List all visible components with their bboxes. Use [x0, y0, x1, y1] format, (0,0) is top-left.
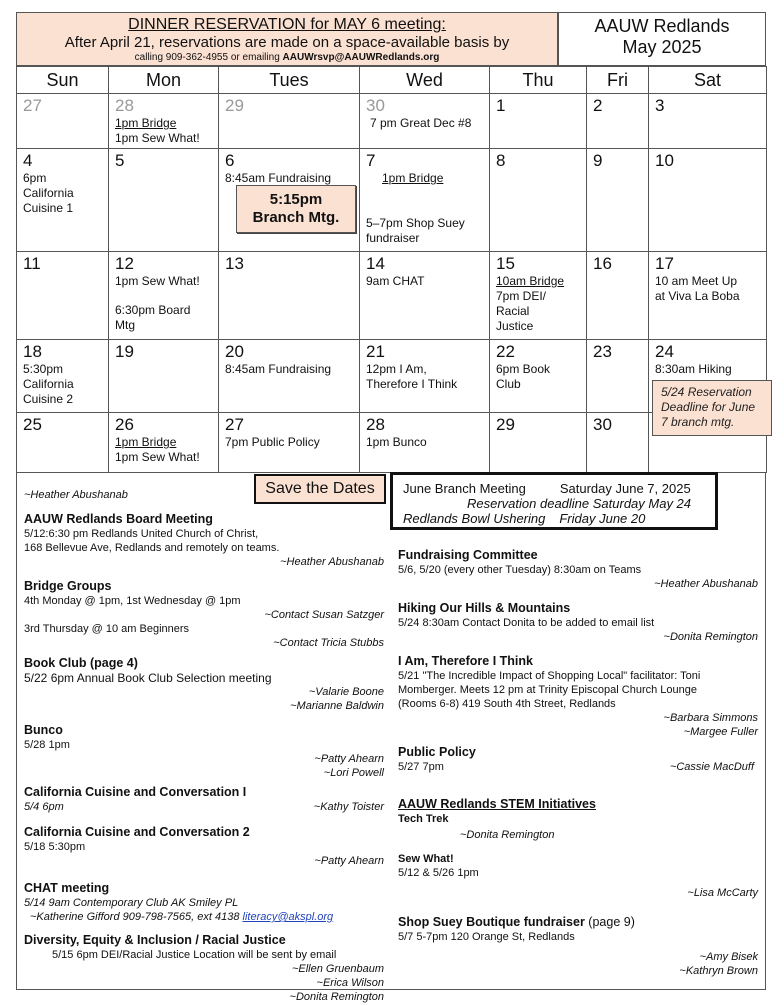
- iam-line1: 5/21 "The Incredible Impact of Shopping Local" facilitator: Toni: [398, 670, 701, 682]
- rsvp-email[interactable]: AAUWrsvp@AAUWRedlands.org: [282, 52, 440, 63]
- reservation-deadline-note: 5/24 Reservation Deadline for June 7 branch mtg.: [652, 380, 772, 436]
- event-line: 1pm Bridge: [115, 435, 177, 449]
- cc1-line1: 5/4 6pm: [24, 801, 64, 813]
- weekday-mon: Mon: [109, 67, 219, 94]
- day-cell[interactable]: [219, 94, 360, 149]
- day-cell[interactable]: [587, 340, 649, 413]
- day-cell[interactable]: [219, 340, 360, 413]
- bridge-credit2: ~Contact Tricia Stubbs: [273, 637, 384, 649]
- cc1-credit1: ~Kathy Toister: [313, 801, 384, 813]
- public-policy-row: [398, 760, 758, 774]
- june-line-1: [403, 481, 705, 496]
- event-line: California: [23, 186, 74, 200]
- dei-title: Diversity, Equity & Inclusion / Racial Justice: [24, 933, 286, 947]
- event-line: 7pm DEI/: [496, 289, 547, 303]
- bunco-line1: 5/28 1pm: [24, 739, 70, 751]
- left-events-column: [24, 488, 384, 1004]
- day-number: 25: [23, 415, 42, 434]
- fundraising-line1: 5/6, 5/20 (every other Tuesday) 8:30am on Teams: [398, 564, 642, 576]
- day-cell[interactable]: [587, 413, 649, 473]
- sew-what-credit1: ~Lisa McCarty: [687, 887, 758, 899]
- day-cell[interactable]: [587, 252, 649, 340]
- event-line: 1pm Bridge: [115, 116, 177, 130]
- day-number: 24: [655, 342, 674, 361]
- hiking-line1: 5/24 8:30am Contact Donita to be added to email list: [398, 617, 655, 629]
- event-line: 6pm Book: [496, 362, 551, 376]
- day-number: 4: [23, 151, 33, 170]
- day-number: 30: [366, 96, 385, 115]
- june-meeting-date: Saturday June 7, 2025: [559, 481, 691, 496]
- day-number: 15: [496, 254, 515, 273]
- day-number: 29: [225, 96, 244, 115]
- day-cell[interactable]: [490, 94, 587, 149]
- day-cell[interactable]: [587, 149, 649, 252]
- day-number: 7: [366, 151, 376, 170]
- day-cell[interactable]: [360, 252, 490, 340]
- day-number: 22: [496, 342, 515, 361]
- event-line: 6:30pm Board: [115, 303, 191, 317]
- book-club-line1: 5/22 6pm Annual Book Club Selection meeting: [24, 671, 272, 685]
- day-number: 6: [225, 151, 235, 170]
- shop-suey-credit1: ~Amy Bisek: [699, 951, 758, 963]
- day-number: 26: [115, 415, 134, 434]
- bridge-title: Bridge Groups: [24, 579, 112, 593]
- day-number: 21: [366, 342, 385, 361]
- day-cell[interactable]: [649, 94, 767, 149]
- day-number: 3: [655, 96, 665, 115]
- day-cell[interactable]: [109, 252, 219, 340]
- weekday-tues: Tues: [219, 67, 360, 94]
- event-line: Club: [496, 377, 521, 391]
- iam-title: I Am, Therefore I Think: [398, 654, 533, 668]
- hiking-credit1: ~Donita Remington: [663, 631, 758, 643]
- bunco-title: Bunco: [24, 723, 63, 737]
- day-number: 13: [225, 254, 244, 273]
- event-line: 1pm Sew What!: [115, 450, 200, 464]
- ushering-date: Friday June 20: [559, 511, 646, 526]
- day-cell[interactable]: [17, 413, 109, 473]
- right-events-column: [398, 540, 758, 978]
- day-cell[interactable]: [219, 252, 360, 340]
- week-row: [17, 252, 767, 340]
- event-line: 8:30am Hiking: [655, 362, 732, 376]
- week-row: [17, 149, 767, 252]
- fundraising-title: Fundraising Committee: [398, 548, 538, 562]
- public-policy-title: Public Policy: [398, 745, 476, 759]
- dei-line1: 5/15 6pm DEI/Racial Justice Location will be sent by email: [52, 949, 337, 961]
- org-header: [558, 12, 766, 66]
- public-policy-line1: 5/27 7pm: [398, 761, 444, 773]
- dei-credit1: ~Ellen Gruenbaum: [291, 963, 384, 975]
- day-number: 10: [655, 151, 674, 170]
- day-number: 19: [115, 342, 134, 361]
- bridge-credit1: ~Contact Susan Satzger: [264, 609, 384, 621]
- day-number: 16: [593, 254, 612, 273]
- dei-credit2: ~Erica Wilson: [316, 977, 384, 989]
- day-number: 30: [593, 415, 612, 434]
- shop-suey-title-row: [398, 914, 758, 930]
- event-line: 1pm Bunco: [366, 435, 427, 449]
- day-number: 18: [23, 342, 42, 361]
- chat-email-link[interactable]: literacy@akspl.org: [242, 911, 334, 923]
- event-line: Therefore I Think: [366, 377, 458, 391]
- cc2-title: California Cuisine and Conversation 2: [24, 825, 250, 839]
- day-cell[interactable]: [360, 340, 490, 413]
- weekday-sun: Sun: [17, 67, 109, 94]
- day-cell[interactable]: [587, 94, 649, 149]
- day-number: 5: [115, 151, 125, 170]
- public-policy-credit1: ~Cassie MacDuff: [669, 761, 754, 773]
- weekday-header: [17, 67, 767, 94]
- day-number: 9: [593, 151, 603, 170]
- chat-title: CHAT meeting: [24, 881, 110, 895]
- day-cell[interactable]: [109, 340, 219, 413]
- event-line: fundraiser: [366, 231, 420, 245]
- day-number: 28: [366, 415, 385, 434]
- stem-title: AAUW Redlands STEM Initiatives: [398, 797, 596, 811]
- june-line-2: Reservation deadline Saturday May 24: [467, 496, 692, 511]
- iam-line3: (Rooms 6-8) 419 South 4th Street, Redlands: [398, 698, 616, 710]
- bunco-credit1: ~Patty Ahearn: [314, 753, 384, 765]
- board-meeting-credit: ~Heather Abushanab: [280, 556, 384, 568]
- event-line: 8:45am Fundraising: [225, 171, 332, 185]
- event-line: [366, 186, 483, 201]
- dinner-reservation-banner: [16, 12, 558, 66]
- june-line-3: [403, 511, 705, 526]
- chat-line1: 5/14 9am Contemporary Club AK Smiley PL: [24, 897, 239, 909]
- iam-line2: Momberger. Meets 12 pm at Trinity Episcopal Church Lounge: [398, 684, 697, 696]
- iam-credit2: ~Margee Fuller: [683, 726, 758, 738]
- day-number: 1: [496, 96, 506, 115]
- book-club-credit2: ~Marianne Baldwin: [290, 700, 384, 712]
- day-cell[interactable]: [360, 413, 490, 473]
- event-line: 7 pm Great Dec #8: [370, 116, 472, 130]
- day-cell[interactable]: [17, 340, 109, 413]
- ushering-label: Redlands Bowl Ushering: [403, 511, 546, 526]
- day-cell[interactable]: [109, 413, 219, 473]
- cc2-credit1: ~Patty Ahearn: [314, 855, 384, 867]
- save-the-dates-label: Save the Dates: [254, 474, 386, 504]
- fundraising-credit1: ~Heather Abushanab: [654, 578, 758, 590]
- event-line: [366, 201, 483, 216]
- banner-subtitle: After April 21, reservations are made on a space-available basis by: [64, 34, 510, 51]
- shop-suey-line1: 5/7 5-7pm 120 Orange St, Redlands: [398, 931, 575, 943]
- tech-trek-title: Tech Trek: [398, 813, 449, 825]
- event-line: 5:30pm: [23, 362, 64, 376]
- weekday-wed: Wed: [360, 67, 490, 94]
- org-name: AAUW Redlands: [594, 16, 730, 36]
- day-cell[interactable]: [649, 252, 767, 340]
- shop-suey-title: Shop Suey Boutique fundraiser: [398, 915, 585, 929]
- event-line: at Viva La Boba: [655, 289, 740, 303]
- event-line: Racial: [496, 304, 530, 318]
- bridge-line1: 4th Monday @ 1pm, 1st Wednesday @ 1pm: [24, 595, 241, 607]
- branch-meeting-time: 5:15pm: [269, 191, 323, 208]
- sew-what-title: Sew What!: [398, 853, 454, 865]
- event-line: 10am Bridge: [496, 274, 565, 288]
- tech-trek-credit1: ~Donita Remington: [460, 829, 555, 841]
- top-credit: ~Heather Abushanab: [24, 489, 128, 501]
- day-cell[interactable]: [219, 413, 360, 473]
- event-line: Justice: [496, 319, 534, 333]
- day-number: 8: [496, 151, 506, 170]
- day-cell[interactable]: [109, 94, 219, 149]
- week-row: [17, 94, 767, 149]
- day-number: 27: [225, 415, 244, 434]
- event-line: Cuisine 1: [23, 201, 74, 215]
- weekday-sat: Sat: [649, 67, 767, 94]
- event-line: 1pm Sew What!: [115, 274, 200, 288]
- day-number: 17: [655, 254, 674, 273]
- event-line: 9am CHAT: [366, 274, 425, 288]
- day-cell[interactable]: [17, 149, 109, 252]
- event-line: Cuisine 2: [23, 392, 74, 406]
- day-cell[interactable]: [490, 252, 587, 340]
- day-number: 2: [593, 96, 603, 115]
- event-line: 8:45am Fundraising: [225, 362, 332, 376]
- weekday-fri: Fri: [587, 67, 649, 94]
- board-meeting-line1: 5/12:6:30 pm Redlands United Church of Christ,: [24, 528, 259, 540]
- dei-credit3: ~Donita Remington: [289, 991, 384, 1003]
- event-line: [115, 289, 212, 303]
- event-line: 10 am Meet Up: [655, 274, 738, 288]
- event-line: 5–7pm Shop Suey: [366, 216, 465, 230]
- june-meeting-label: June Branch Meeting: [403, 481, 526, 496]
- sew-what-line1: 5/12 & 5/26 1pm: [398, 867, 479, 879]
- day-cell[interactable]: [109, 149, 219, 252]
- shop-suey-page: (page 9): [584, 915, 635, 929]
- day-number: 12: [115, 254, 134, 273]
- day-cell[interactable]: [360, 94, 490, 149]
- event-line: 1pm Sew What!: [115, 131, 200, 145]
- book-club-credit1: ~Valarie Boone: [308, 686, 384, 698]
- banner-title: DINNER RESERVATION for MAY 6 meeting:: [128, 16, 446, 33]
- board-meeting-title: AAUW Redlands Board Meeting: [24, 512, 213, 526]
- event-line: 1pm Bridge: [382, 171, 444, 185]
- board-meeting-line2: 168 Bellevue Ave, Redlands and remotely on teams.: [24, 542, 280, 554]
- cc1-title: California Cuisine and Conversation I: [24, 785, 247, 799]
- june-dates-box: [390, 472, 718, 530]
- chat-contact: ~Katherine Gifford 909-798-7565, ext 4138: [30, 911, 243, 923]
- day-cell[interactable]: [649, 149, 767, 252]
- book-club-title: Book Club (page 4): [24, 656, 138, 670]
- iam-credit1: ~Barbara Simmons: [663, 712, 758, 724]
- day-cell[interactable]: [17, 94, 109, 149]
- day-number: 23: [593, 342, 612, 361]
- day-number: 28: [115, 96, 134, 115]
- event-line: 12pm I Am,: [366, 362, 427, 376]
- day-cell[interactable]: [360, 149, 490, 252]
- day-number: 11: [23, 254, 41, 273]
- shop-suey-credit2: ~Kathryn Brown: [679, 965, 758, 977]
- day-number: 27: [23, 96, 42, 115]
- month-title: May 2025: [622, 37, 702, 57]
- hiking-title: Hiking Our Hills & Mountains: [398, 601, 571, 615]
- event-line: 7pm Public Policy: [225, 435, 320, 449]
- day-number: 20: [225, 342, 244, 361]
- cc2-line1: 5/18 5:30pm: [24, 841, 86, 853]
- cc1-row: [24, 800, 384, 814]
- event-line: California: [23, 377, 74, 391]
- branch-meeting-callout: [236, 185, 356, 233]
- day-number: 14: [366, 254, 385, 273]
- event-line: 6pm: [23, 171, 47, 185]
- day-cell[interactable]: [17, 252, 109, 340]
- banner-contact-text: calling 909-362-4955 or emailing: [134, 52, 283, 63]
- branch-meeting-label: Branch Mtg.: [252, 209, 340, 226]
- day-number: 29: [496, 415, 515, 434]
- day-cell[interactable]: [490, 149, 587, 252]
- bunco-credit2: ~Lori Powell: [323, 767, 384, 779]
- bridge-line2: 3rd Thursday @ 10 am Beginners: [24, 623, 190, 635]
- weekday-thu: Thu: [490, 67, 587, 94]
- chat-line2: [24, 910, 384, 924]
- banner-contact: [17, 52, 557, 64]
- event-line: Mtg: [115, 318, 136, 332]
- day-cell[interactable]: [490, 340, 587, 413]
- day-cell[interactable]: [490, 413, 587, 473]
